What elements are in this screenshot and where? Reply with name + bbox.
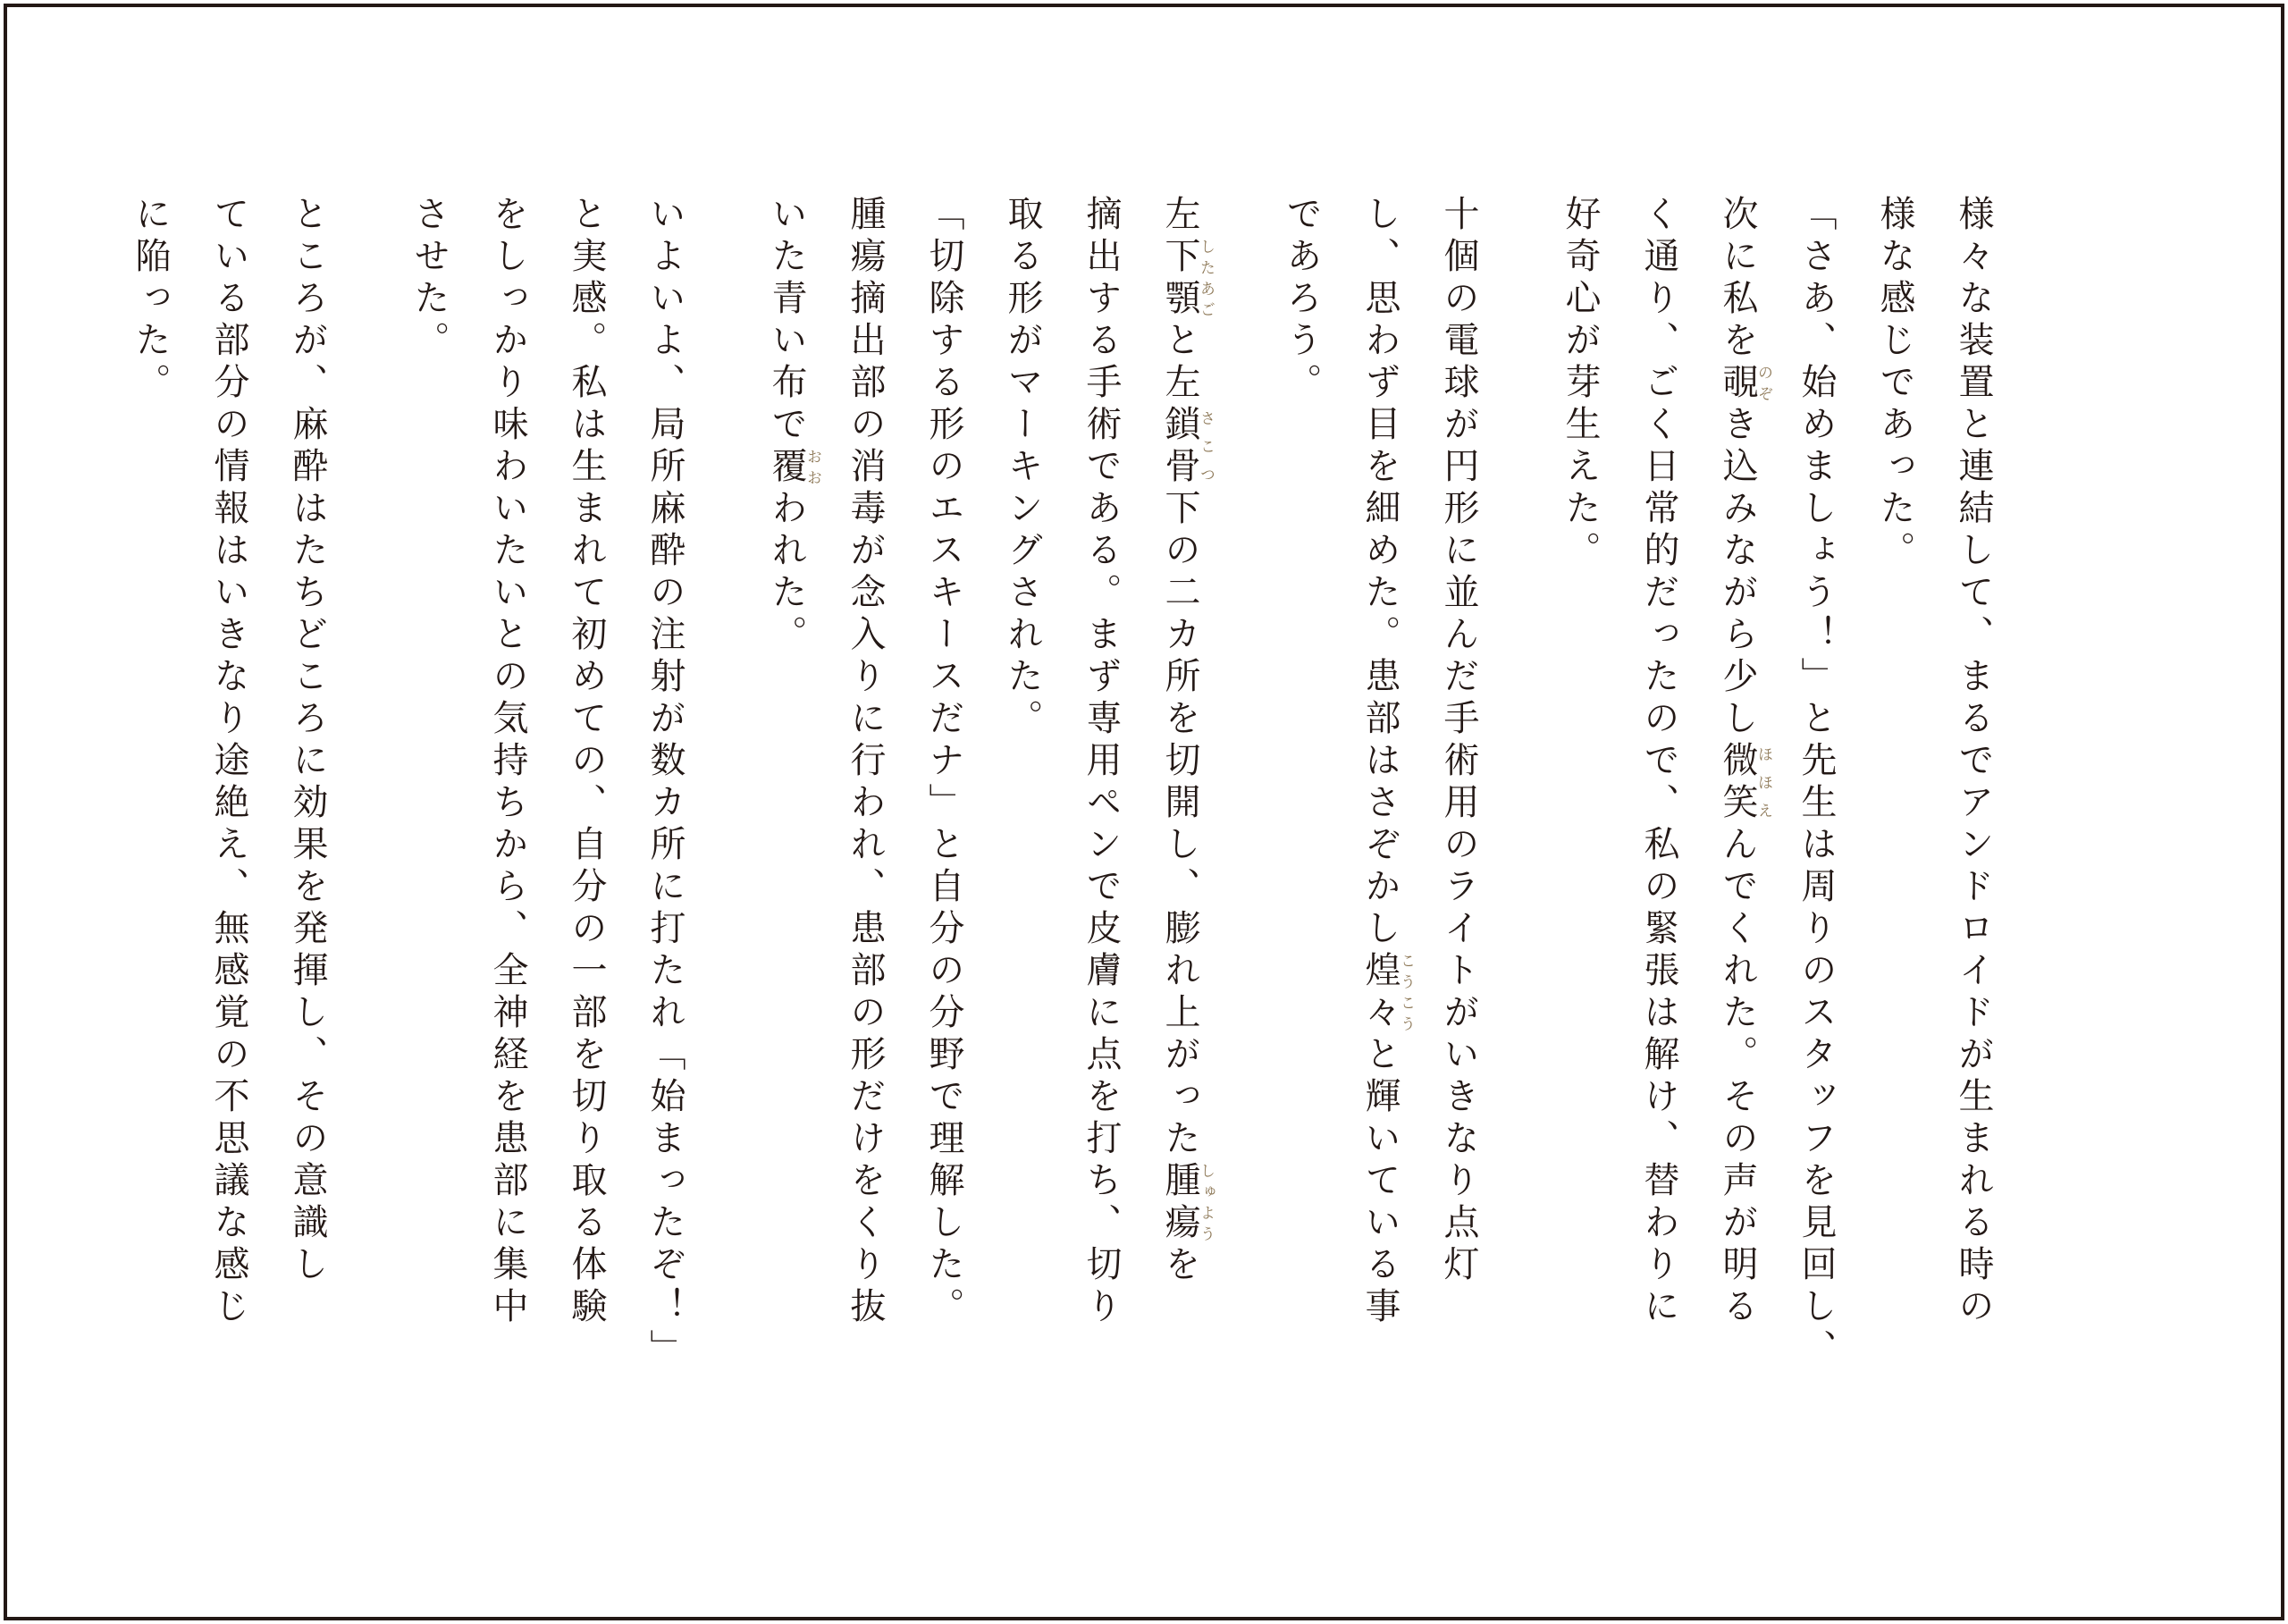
- ruby-shuyou: 腫瘍しゅよう: [1159, 1161, 1215, 1245]
- text-line-14: 腫瘍摘出部の消毒が念入りに行われ、患部の形だけをくり抜: [845, 195, 886, 1329]
- text-line-1: 様々な装置と連結して、まるでアンドロイドが生まれる時の: [1953, 195, 1994, 1329]
- text-line-4: 次に私を覗のぞき込みながら少し微笑ほほえんでくれた。その声が明る: [1717, 195, 1772, 1329]
- ruby-koukou: 煌々こうこう: [1359, 951, 1415, 1035]
- text-line-21: ている部分の情報はいきなり途絶え、無感覚の不思議な感じ: [208, 195, 249, 1329]
- text-line-11: 摘出する手術である。まず専用ペンで皮膚に点を打ち、切り: [1081, 195, 1122, 1329]
- text-line-12: 取る形がマーキングされた。: [1002, 195, 1043, 741]
- text-line-16: いよいよ、局所麻酔の注射が数カ所に打たれ「始まったぞ！」: [644, 195, 686, 1371]
- text-line-9: であろう。: [1281, 195, 1322, 405]
- ruby-oo: 覆おお: [766, 447, 821, 489]
- ruby-nozo: 覗のぞ: [1717, 363, 1772, 405]
- text-line-19: させた。: [408, 195, 450, 363]
- text-line-22: に陥った。: [130, 195, 171, 405]
- text-line-15: いた青い布で覆おおわれた。: [766, 195, 821, 657]
- ruby-sakotsu: 鎖骨さこつ: [1159, 405, 1215, 489]
- vertical-text-body: [130, 195, 2013, 1500]
- text-line-20: ところが、麻酔はたちどころに効果を発揮し、その意識し: [287, 195, 328, 1287]
- text-line-18: をしっかり味わいたいとの気持ちから、全神経を患部に集中: [487, 195, 528, 1329]
- text-line-5: く通り、ごく日常的だったので、私の緊張は解け、替わりに: [1638, 195, 1679, 1329]
- ruby-hohoe: 微笑ほほえ: [1717, 741, 1772, 825]
- text-line-10: 左下顎したあごと左鎖骨さこつ下の二カ所を切開し、膨れ上がった腫瘍しゅようを: [1159, 195, 1215, 1287]
- text-line-7: 十個の電球が円形に並んだ手術用のライトがいきなり点灯: [1438, 195, 1479, 1287]
- text-line-2: 様な感じであった。: [1874, 195, 1915, 573]
- text-line-8: し、思わず目を細めた。患部はさぞかし煌々こうこうと輝いている事: [1359, 195, 1415, 1329]
- ruby-shitaago: 下顎したあご: [1159, 237, 1215, 321]
- text-line-17: と実感。私は生まれて初めての、自分の一部を切り取る体験: [566, 195, 607, 1329]
- text-line-13: 「切除する形のエスキースだナ」と自分の分野で理解した。: [923, 195, 964, 1329]
- text-line-3: 「さあ、始めましょう！」と先生は周りのスタッフを見回し、: [1796, 195, 1837, 1371]
- text-line-6: 好奇心が芽生えた。: [1560, 195, 1601, 573]
- page-frame: [4, 4, 2284, 1620]
